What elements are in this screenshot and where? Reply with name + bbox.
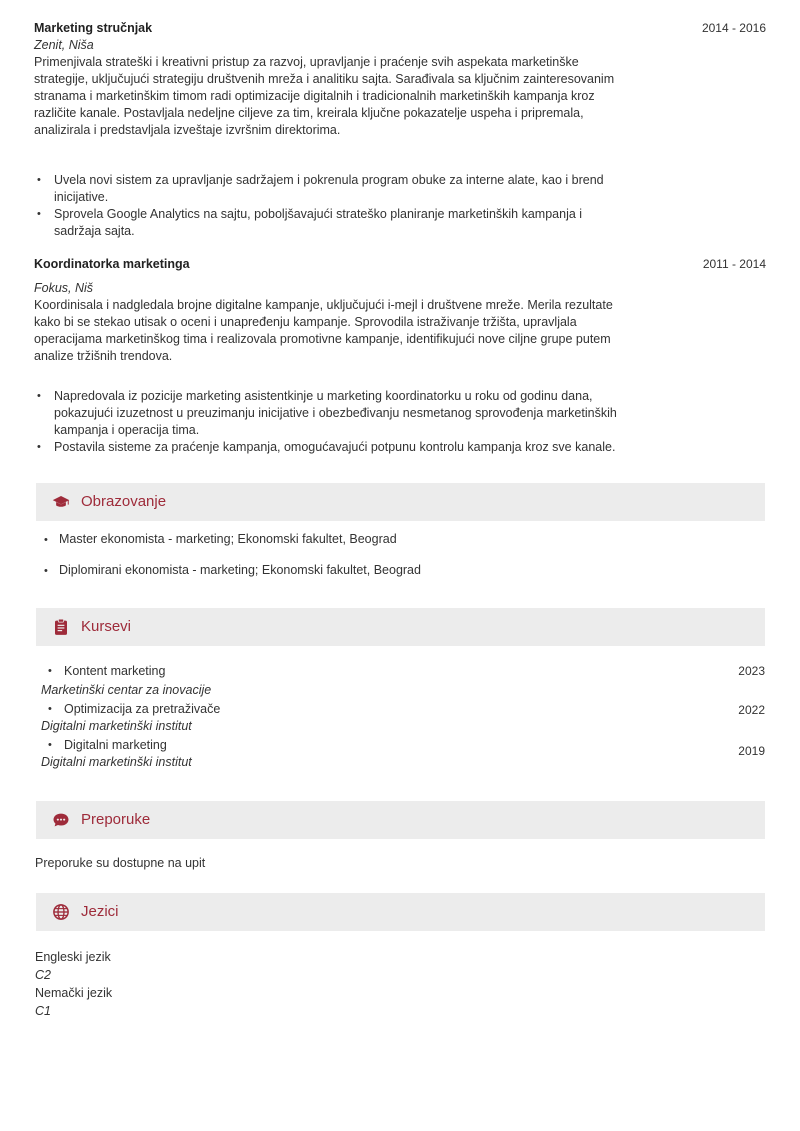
course-name: • Digitalni marketing [41, 737, 765, 754]
course-institution: Marketinški centar za inovacije [41, 683, 212, 697]
course-name: • Optimizacija za pretraživače [41, 701, 765, 718]
section-header-education [36, 483, 765, 521]
job-bullet: • Napredovala iz pozicije marketing asistentkinje u marketing koordinatorku u roku od godinu dana, pokazujući izuzetnost u preuzimanju inicijative i obezbeđivanju nesmetanog sprovođenja marketinških kampanja i operacija tima. [34, 388, 634, 439]
language-level: C1 [35, 1004, 51, 1018]
references-text: Preporuke su dostupne na upit [35, 856, 206, 870]
section-title: Kursevi [81, 618, 132, 635]
globe-icon [52, 903, 70, 921]
section-title: Obrazovanje [81, 493, 167, 510]
chat-bubble-icon [52, 811, 70, 829]
course-item [41, 737, 765, 771]
job-title: Marketing stručnjak [34, 21, 153, 35]
course-year: 2023 [738, 664, 765, 678]
job-bullet: • Postavila sisteme za praćenje kampanja, omogućavajući potpunu kontrolu kampanja kroz sve kanale. [34, 439, 634, 456]
job-company: Fokus, Niš [34, 281, 94, 295]
course-institution: Digitalni marketinški institut [41, 755, 192, 769]
section-header-courses [36, 608, 765, 646]
job-bullet: • Uvela novi sistem za upravljanje sadržajem i pokrenula program obuke za interne alate, kao i brend inicijative. [34, 172, 624, 206]
education-item: • Master ekonomista - marketing; Ekonomski fakultet, Beograd [44, 532, 397, 546]
job-entry [34, 256, 766, 456]
job-company: Zenit, Niša [34, 38, 94, 52]
course-institution: Digitalni marketinški institut [41, 719, 192, 733]
education-text: Master ekonomista - marketing; Ekonomski fakultet, Beograd [59, 532, 397, 546]
language-name: Nemački jezik [35, 986, 113, 1000]
course-year: 2022 [738, 703, 765, 717]
section-title: Preporuke [81, 811, 151, 828]
section-header-languages [36, 893, 765, 931]
graduation-cap-icon [52, 493, 70, 511]
language-name: Engleski jezik [35, 950, 111, 964]
job-entry [34, 20, 766, 240]
course-name: • Kontent marketing [41, 663, 765, 680]
job-bullet: • Sprovela Google Analytics na sajtu, poboljšavajući strateško planiranje marketinških kampanja i sadržaja sajta. [34, 206, 624, 240]
section-title: Jezici [81, 903, 119, 920]
job-dates: 2011 - 2014 [702, 257, 766, 271]
course-item [41, 663, 765, 699]
job-description: Primenjivala strateški i kreativni pristup za razvoj, upravljanje i praćenje svih aspekata marketinške strategije, uključujući strategiju društvenih mreža i analitiku sajta. Sarađivala sa ključnim zainteresovanim stranama i marketinškim timom radi optimizacije digitalnih i tradicionalnih marketinških kampanja kroz različite kanale. Postavljala nedeljne ciljeve za tim, kreirala ključne pokazatelje uspeha i pripremala, analizirala i predstavljala izveštaje izvršnim direktorima. [34, 55, 615, 137]
job-description: Koordinisala i nadgledala brojne digitalne kampanje, uključujući i-mejl i društvene mreže. Merila rezultate kako bi se stekao utisak o oceni i unapređenju kampanje. Sprovodila istraživanje tržišta, upravljala operacijama marketinškog tima i realizovala promotivne kampanje, identifikujući nove ciljne grupe putem analize tržišnih trendova. [34, 298, 613, 363]
course-item [41, 701, 765, 735]
language-level: C2 [35, 968, 51, 982]
section-header-references [36, 801, 765, 839]
education-text: Diplomirani ekonomista - marketing; Ekonomski fakultet, Beograd [59, 563, 421, 577]
course-year: 2019 [738, 744, 765, 758]
education-item: • Diplomirani ekonomista - marketing; Ekonomski fakultet, Beograd [44, 563, 421, 577]
job-title: Koordinatorka marketinga [34, 257, 190, 271]
job-dates: 2014 - 2016 [701, 21, 766, 35]
clipboard-icon [52, 618, 70, 636]
job-bullets [34, 388, 634, 456]
job-bullets [34, 172, 624, 240]
